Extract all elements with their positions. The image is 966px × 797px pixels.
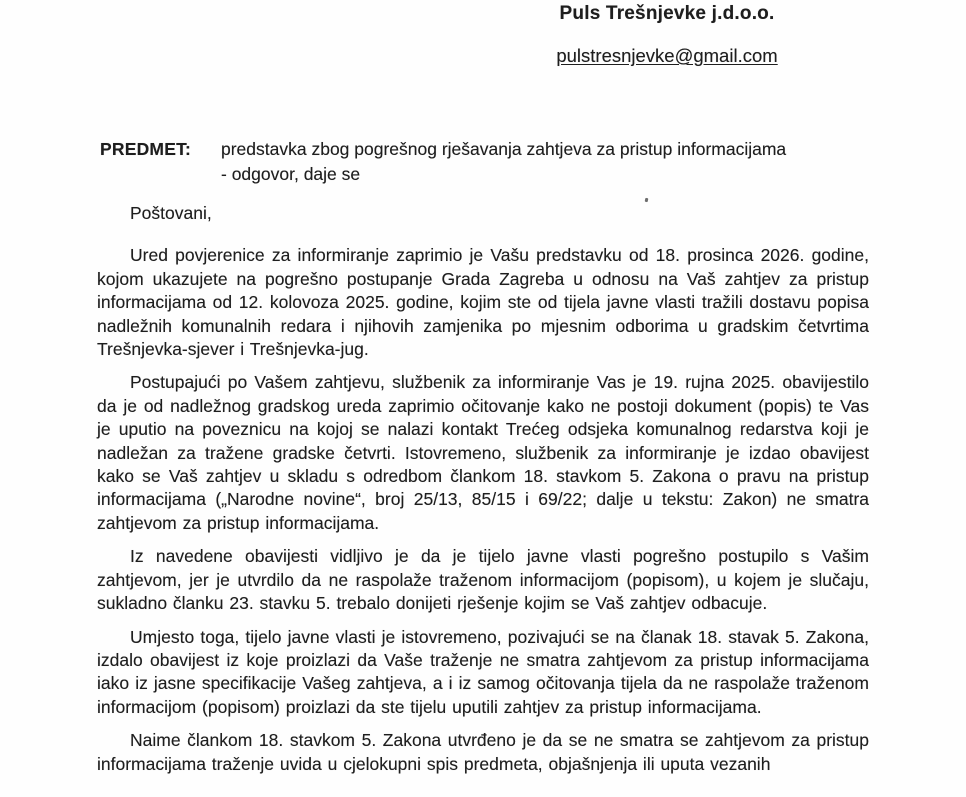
subject-line-2: - odgovor, daje se [221,164,361,184]
subject-line-1: predstavka zbog pogrešnog rješavanja zahtjeva za pristup informacijama [221,139,787,159]
body-paragraph-2: Postupajući po Vašem zahtjevu, službenik za informiranje Vas je 19. rujna 2025. obavijestilo da je od nadležnog gradskog ureda zaprimio očitovanje kako ne postoji dokument (popis) te Vas je uputio na poveznicu na kojoj se nalazi kontakt Trećeg odsjeka komunalnog redarstva koji je nadležan za tražene gradske četvrti. Istovremeno, službenik za informiranje je izdao obavijest kako se Vaš zahtjev u skladu s odredbom člankom 18. stavkom 5. Zakona o pravu na pristup informacijama („Narodne novine“, broj 25/13, 85/15 i 69/22; dalje u tekstu: Zakon) ne smatra zahtjevom za pristup informacijama. [97,372,869,533]
subject-text [221,137,875,187]
body-paragraph-4: Umjesto toga, tijelo javne vlasti je istovremeno, pozivajući se na članak 18. stavak 5. Zakona, izdalo obavijest iz koje proizlazi da Vaše traženje ne smatra zahtjevom za pristup informacijama iako iz jasne specifikacije Vašeg zahtjeva, a i iz samog očitovanja tijela da ne raspolaže traženom informacijom (popisom) proizlazi da ste tijelu uputili zahtjev za pristup informacijama. [97,626,869,717]
body-paragraph-3: Iz navedene obavijesti vidljivo je da je tijelo javne vlasti pogrešno postupilo s Vašim zahtjevom, jer je utvrdilo da ne raspolaže traženom informacijom (popisom), u kojem je slučaju, sukladno članku 23. stavku 5. trebalo donijeti rješenje kojim se Vaš zahtjev odbacuje. [97,546,869,614]
subject-label: PREDMET: [100,139,192,159]
organization-name: Puls Trešnjevke j.d.o.o. [559,3,775,24]
subject-block [100,137,875,187]
letterhead [545,2,789,67]
letter-body [97,202,869,786]
body-paragraph-5-truncated: Naime člankom 18. stavkom 5. Zakona utvrđeno je da se ne smatra se zahtjevom za pristup informacijama traženje uvida u cjelokupni spis predmeta, objašnjenja ili uputa vezanih [97,730,869,774]
body-paragraph-1: Ured povjerenice za informiranje zaprimio je Vašu predstavku od 18. prosinca 2026. godine, kojom ukazujete na pogrešno postupanje Grada Zagreba u odnosu na Vaš zahtjev za pristup informacijama od 12. kolovoza 2025. godine, kojim ste od tijela javne vlasti tražili dostavu popisa nadležnih komunalnih redara i njihovih zamjenika po mjesnim odborima u gradskim četvrtima Trešnjevka-sjever i Trešnjevka-jug. [97,245,869,360]
organization-email: pulstresnjevke@gmail.com [556,45,778,66]
salutation: Poštovani, [130,203,212,223]
